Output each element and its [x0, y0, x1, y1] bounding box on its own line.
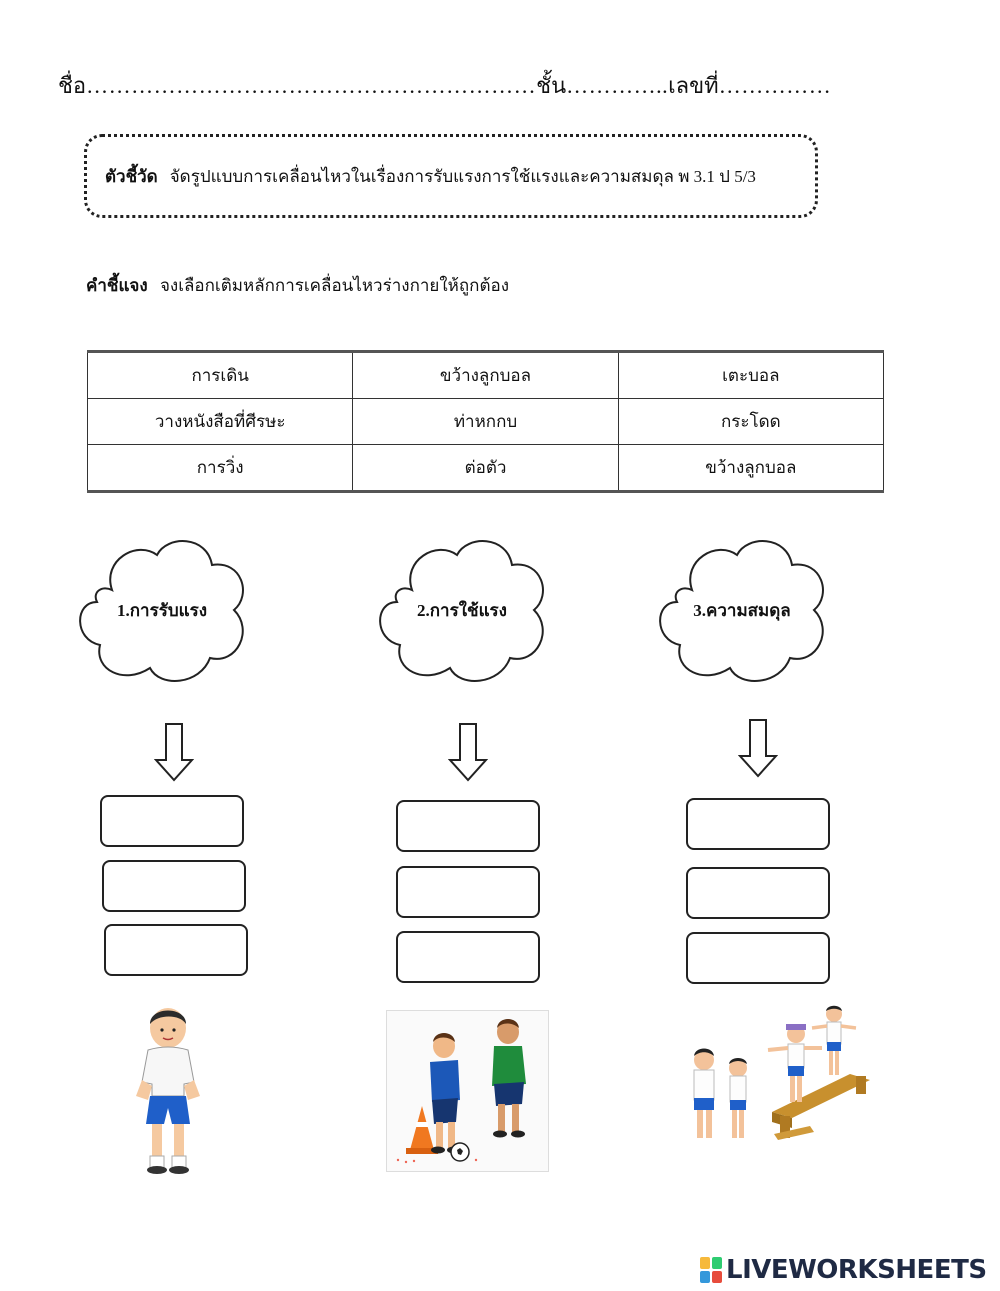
standing-boy-illustration [128, 1000, 208, 1175]
answer-box-1-3[interactable] [104, 924, 248, 976]
class-blank[interactable]: ………….. [566, 73, 669, 98]
word-cell[interactable]: ขว้างลูกบอล [618, 445, 883, 492]
word-bank-table [87, 350, 884, 493]
category-label: 1.การรับแรง [116, 600, 208, 620]
instruction-text: จงเลือกเติมหลักการเคลื่อนไหวร่างกายให้ถูกต้อง [159, 276, 510, 295]
answer-box-3-3[interactable] [686, 932, 830, 984]
name-blank[interactable]: …………………………………………………… [86, 73, 537, 98]
balance-beam-illustration [680, 1004, 885, 1164]
down-arrow-icon [448, 722, 488, 782]
answer-box-2-3[interactable] [396, 931, 540, 983]
indicator-label: ตัวชี้วัด [105, 166, 158, 186]
number-blank[interactable]: …………… [718, 73, 832, 98]
table-row [88, 399, 884, 445]
category-label: 3.ความสมดุล [693, 600, 791, 620]
liveworksheets-icon [700, 1257, 722, 1283]
down-arrow-icon [738, 718, 778, 778]
word-cell[interactable]: การเดิน [88, 352, 353, 399]
answer-box-1-2[interactable] [102, 860, 246, 912]
word-cell[interactable]: กระโดด [618, 399, 883, 445]
soccer-illustration [386, 1010, 549, 1172]
table-row [88, 445, 884, 492]
word-cell[interactable]: การวิ่ง [88, 445, 353, 492]
word-cell[interactable]: เตะบอล [618, 352, 883, 399]
answer-box-3-2[interactable] [686, 867, 830, 919]
number-label: เลขที่ [668, 73, 719, 98]
instruction [86, 272, 509, 299]
student-info-line [58, 68, 831, 103]
down-arrow-icon [154, 722, 194, 782]
word-cell[interactable]: วางหนังสือที่ศีรษะ [88, 399, 353, 445]
answer-box-2-1[interactable] [396, 800, 540, 852]
cloud-category-2 [372, 530, 552, 690]
word-cell[interactable]: ต่อตัว [353, 445, 618, 492]
liveworksheets-logo [700, 1253, 987, 1287]
name-label: ชื่อ [58, 73, 87, 98]
category-label: 2.การใช้แรง [417, 600, 507, 620]
answer-box-3-1[interactable] [686, 798, 830, 850]
word-cell[interactable]: ท่าหกกบ [353, 399, 618, 445]
instruction-label: คำชี้แจง [86, 276, 148, 295]
answer-box-2-2[interactable] [396, 866, 540, 918]
table-row [88, 352, 884, 399]
cloud-category-1 [72, 530, 252, 690]
indicator-box [84, 134, 818, 218]
answer-box-1-1[interactable] [100, 795, 244, 847]
brand-text: LIVEWORKSHEETS [726, 1255, 987, 1285]
class-label: ชั้น [536, 73, 567, 98]
cloud-category-3 [652, 530, 832, 690]
indicator-text: จัดรูปแบบการเคลื่อนไหวในเรื่องการรับแรงการใช้แรงและความสมดุล พ 3.1 ป 5/3 [169, 166, 756, 186]
word-cell[interactable]: ขว้างลูกบอล [353, 352, 618, 399]
